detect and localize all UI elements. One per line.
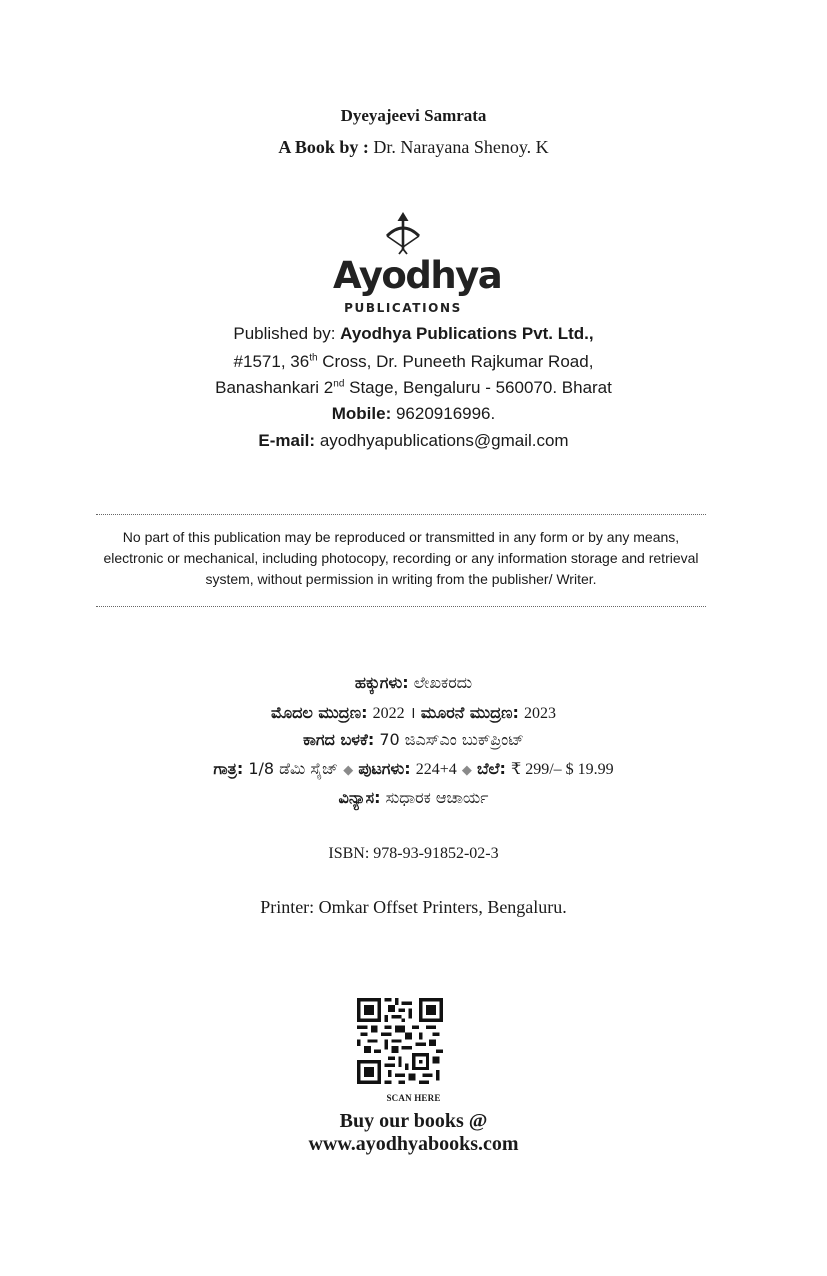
- email-label: E-mail:: [258, 431, 316, 450]
- mobile-label: Mobile:: [331, 404, 392, 423]
- paper-label: ಕಾಗದ ಬಳಕೆ:: [303, 730, 375, 749]
- bow-and-arrow-icon: [333, 210, 473, 258]
- logo-wordmark: Ayodhya: [333, 254, 502, 297]
- rights-label: ಹಕ್ಕುಗಳು:: [354, 673, 409, 692]
- diamond-bullet-icon: ◆: [461, 763, 472, 778]
- dotted-divider-top: [96, 514, 706, 515]
- website-link[interactable]: www.ayodhyabooks.com: [308, 1133, 519, 1155]
- address-part: #1571, 36: [233, 352, 310, 371]
- address-line-1: [0, 352, 827, 372]
- logo-subtitle: PUBLICATIONS: [344, 301, 462, 315]
- address-part: Cross, Dr. Puneeth Rajkumar Road,: [317, 352, 594, 371]
- dotted-divider-bottom: [96, 606, 706, 607]
- isbn: ISBN: 978-93-91852-02-3: [328, 845, 499, 862]
- address-part: Stage, Bengaluru - 560070. Bharat: [344, 378, 612, 397]
- published-by-label: Published by:: [233, 324, 336, 343]
- promo-line: Buy our books @: [339, 1110, 488, 1132]
- pages-value: 224+4: [415, 761, 457, 778]
- ordinal-suffix: nd: [333, 378, 345, 390]
- email-line: [0, 431, 827, 451]
- specs-line: [0, 759, 827, 779]
- copyright-notice: No part of this publication may be reproduced or transmitted in any form or by any means, electronic or mechanical, including photocopy, recording or any information storage and retrieval system, without permission in writing from the publisher/ Writer.: [103, 529, 699, 587]
- author-line: [0, 137, 827, 158]
- size-label: ಗಾತ್ರ:: [213, 759, 244, 778]
- pages-label: ಪುಟಗಳು:: [358, 759, 411, 778]
- printer-line: Printer: Omkar Offset Printers, Bengaluru.: [260, 897, 567, 917]
- author-name: Dr. Narayana Shenoy. K: [373, 137, 549, 157]
- first-print-year: 2022: [372, 705, 405, 722]
- paper-line: [0, 730, 827, 750]
- publisher-name: Ayodhya Publications Pvt. Ltd.,: [340, 324, 594, 343]
- qr-code-icon[interactable]: [357, 998, 443, 1084]
- layout-line: [0, 788, 827, 808]
- address-part: Banashankari 2: [215, 378, 334, 397]
- rights-line: [0, 673, 827, 693]
- size-value: 1/8 ಡೆಮಿ ಸೈಜ್: [248, 759, 339, 778]
- book-title: Dyeyajeevi Samrata: [340, 106, 487, 125]
- rights-value: ಲೇಖಕರದು: [413, 673, 473, 692]
- third-print-label: ಮೂರನೆ ಮುದ್ರಣ:: [420, 703, 519, 722]
- diamond-bullet-icon: ◆: [343, 763, 354, 778]
- address-line-2: [0, 378, 827, 398]
- paper-value: 70 ಜಿಎಸ್‌ಎಂ ಬುಕ್‌ಪ್ರಿಂಟ್: [379, 730, 524, 749]
- layout-value: ಸುಧಾರಕ ಆಚಾರ್ಯ: [385, 788, 489, 807]
- price-label: ಬೆಲೆ:: [476, 759, 506, 778]
- layout-label: ವಿನ್ಯಾಸ:: [338, 788, 381, 807]
- author-label: A Book by :: [278, 137, 369, 157]
- publisher-logo: [333, 210, 502, 320]
- publisher-line: [0, 324, 827, 344]
- mobile-line: [0, 404, 827, 424]
- price-value: ₹ 299/– $ 19.99: [511, 761, 614, 778]
- ordinal-suffix: th: [309, 352, 318, 364]
- separator: ।: [409, 703, 416, 722]
- first-print-label: ಮೊದಲ ಮುದ್ರಣ:: [270, 703, 368, 722]
- third-print-year: 2023: [524, 705, 557, 722]
- qr-caption: SCAN HERE: [386, 1093, 441, 1103]
- email-address[interactable]: ayodhyapublications@gmail.com: [319, 431, 569, 450]
- mobile-number: 9620916996.: [395, 404, 496, 423]
- print-edition-line: [0, 701, 827, 723]
